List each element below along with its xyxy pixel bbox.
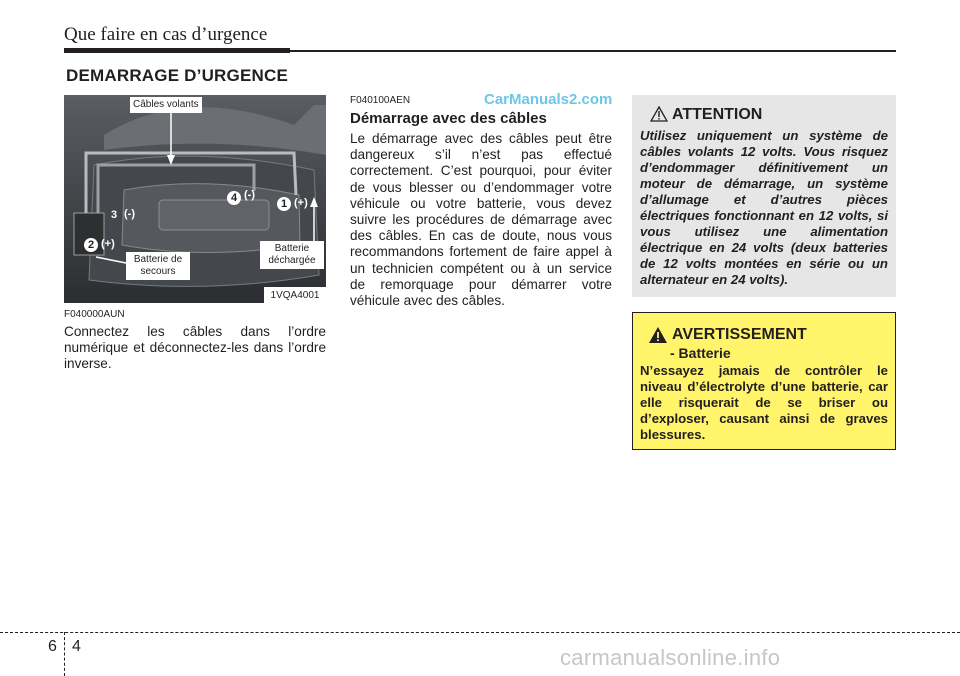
carmanuals-watermark: CarManuals2.com: [484, 91, 613, 108]
step-badge-3: 3: [110, 209, 118, 221]
figure-code: 1VQA4001: [264, 287, 326, 303]
middle-body-text: Le démarrage avec des câbles peut être dangereux s’il n’est pas effectué correctement. C’est pourquoi, pour éviter de vous blesser ou d’endommager votre véhicule ou votre batterie, vous devez suivre les procédures de démarrage avec des câbles. En cas de doute, nous vous recommandons fortement de faire appel à un technicien compétent ou à un service de remorquage pour démarrer votre véhicule avec des câbles.: [350, 131, 612, 309]
attention-text: Utilisez uniquement un système de câbles volants 12 volts. Vous risquez d’endommager définitivement un moteur de démarrage, un système d’allumage et d’autres pièces électriques fonctionnant en 12 volts, si vous utilisez une alimentation électrique en 24 volts (deux batteries de 12 volts montées en série ou un alternateur en 24 volts).: [640, 128, 888, 287]
middle-section-code: F040100AEN: [350, 95, 411, 106]
chapter-title: Que faire en cas d’urgence: [64, 24, 268, 45]
footer-divider: [64, 632, 65, 676]
header-rule-thick: [64, 48, 290, 53]
caution-triangle-icon: [650, 106, 668, 122]
jump-start-figure: [64, 95, 326, 303]
site-footer-link[interactable]: carmanualsonline.info: [560, 645, 781, 670]
warning-triangle-icon: [648, 326, 668, 344]
step-sign-2: (+): [101, 238, 115, 250]
step-sign-3: (-): [124, 208, 135, 220]
left-section-code: F040000AUN: [64, 309, 125, 320]
warning-title: AVERTISSEMENT: [672, 326, 807, 343]
step-badge-2: 2: [84, 238, 98, 252]
chapter-number: 6: [48, 638, 57, 655]
label-backup-battery: Batterie de secours: [126, 252, 190, 280]
warning-text: N’essayez jamais de contrôler le niveau d’électrolyte d’une batterie, car elle risquerait de se briser ou d’exploser, causant ainsi de graves blessures.: [640, 363, 888, 442]
step-badge-1: 1: [277, 197, 291, 211]
warning-subtitle: - Batterie: [670, 345, 731, 361]
attention-title: ATTENTION: [672, 106, 763, 123]
step-sign-4: (-): [244, 189, 255, 201]
step-sign-1: (+): [294, 197, 308, 209]
label-jumper-cables: Câbles volants: [130, 97, 202, 113]
label-discharged-battery: Batterie déchargée: [260, 241, 324, 269]
footer-rule: [0, 632, 960, 633]
header-rule-thin: [290, 50, 896, 52]
page-number: 4: [72, 638, 81, 655]
step-badge-4: 4: [227, 191, 241, 205]
section-title: DEMARRAGE D’URGENCE: [66, 66, 288, 85]
subsection-title: Démarrage avec des câbles: [350, 110, 547, 127]
left-body-text: Connectez les câbles dans l’ordre numérique et déconnectez-les dans l’ordre inverse.: [64, 324, 326, 372]
